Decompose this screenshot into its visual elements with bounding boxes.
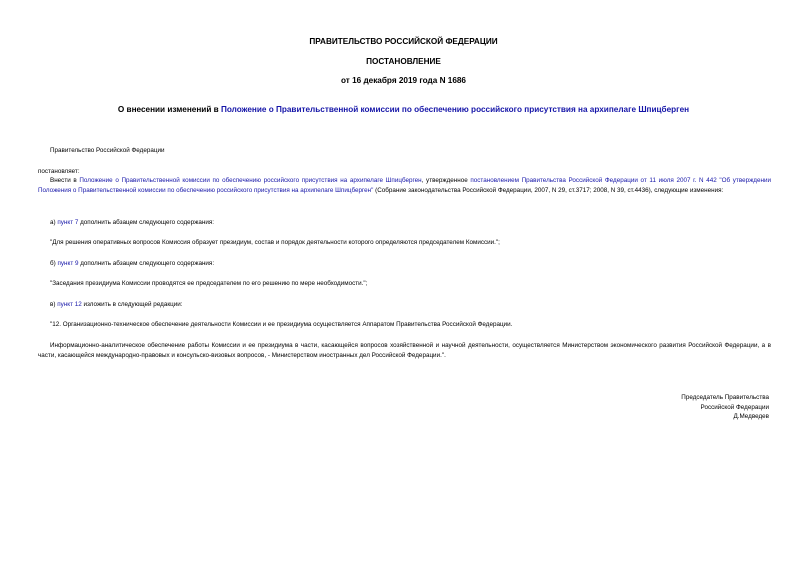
item-a-quote: "Для решения оперативных вопросов Комиссия образует президиум, состав и порядок деятельности которого определяются председателем Комиссии."; xyxy=(50,239,500,246)
item-9-link[interactable]: пункт 9 xyxy=(57,260,79,267)
resolution-442-link[interactable]: постановлением Правительства Российской Федерации от 11 июля 2007 г. N 442 "Об утверждении Положения о Правительственной комиссии по обеспечению российского присутствия на архипелаге Шпицберген" xyxy=(38,177,771,194)
signatory-name: Д.Медведев xyxy=(733,413,769,420)
item-b-prefix: б) xyxy=(50,260,58,267)
date-and-number: от 16 декабря 2019 года N 1686 xyxy=(341,76,466,85)
item-7-link[interactable]: пункт 7 xyxy=(57,219,79,226)
signatory-country: Российской Федерации xyxy=(700,403,769,411)
main-paragraph-c: (Собрание законодательства Российской Федерации, 2007, N 29, ст.3717; 2008, N 39, ст.4436), следующие изменения: xyxy=(373,186,724,194)
item-a xyxy=(50,218,214,227)
item-c-quote-1: "12. Организационно-техническое обеспечение деятельности Комиссии и ее президиума осуществляется Аппаратом Правительства Российской Федерации. xyxy=(50,321,513,328)
regulation-link[interactable]: Положение о Правительственной комиссии по обеспечению российского присутствия на архипелаге Шпицберген xyxy=(79,177,422,184)
document-title xyxy=(0,105,807,115)
item-b-suffix: дополнить абзацем следующего содержания: xyxy=(78,260,215,267)
item-c-quote-2: Информационно-аналитическое обеспечение работы Комиссии и ее президиума в части, касающейся вопросов хозяйственной и научной деятельности, осуществляется Министерством экономического развития Российской Федерации, а в части, касающейся международно-правовых и консульско-визовых вопросов, - Министерством иностранных дел Российской Федерации.". xyxy=(38,342,771,359)
main-paragraph-b: , утвержденное xyxy=(421,177,471,184)
title-prefix: О внесении изменений в xyxy=(117,105,221,114)
item-a-suffix: дополнить абзацем следующего содержания: xyxy=(78,219,215,226)
item-c-prefix: в) xyxy=(50,301,58,308)
main-paragraph-a: Внести в xyxy=(50,177,80,184)
government-heading: ПРАВИТЕЛЬСТВО РОССИЙСКОЙ ФЕДЕРАЦИИ xyxy=(309,37,498,46)
item-b xyxy=(50,259,214,268)
signatory-position: Председатель Правительства xyxy=(681,394,769,401)
issuer-text: Правительство Российской Федерации xyxy=(50,147,165,154)
signature-block xyxy=(681,393,769,422)
item-b-quote: "Заседания президиума Комиссии проводятся ее председателем по его решению по мере необходимости."; xyxy=(50,280,368,287)
title-regulation-link[interactable]: Положение о Правительственной комиссии по обеспечению российского присутствия на архипелаге Шпицберген xyxy=(220,105,690,114)
item-12-link[interactable]: пункт 12 xyxy=(57,301,82,308)
document-type: ПОСТАНОВЛЕНИЕ xyxy=(366,57,441,66)
item-a-prefix: а) xyxy=(50,219,58,226)
decrees-text: постановляет: xyxy=(38,168,80,175)
item-c xyxy=(50,300,183,309)
main-paragraph xyxy=(38,176,771,195)
item-c-suffix: изложить в следующей редакции: xyxy=(81,301,183,308)
